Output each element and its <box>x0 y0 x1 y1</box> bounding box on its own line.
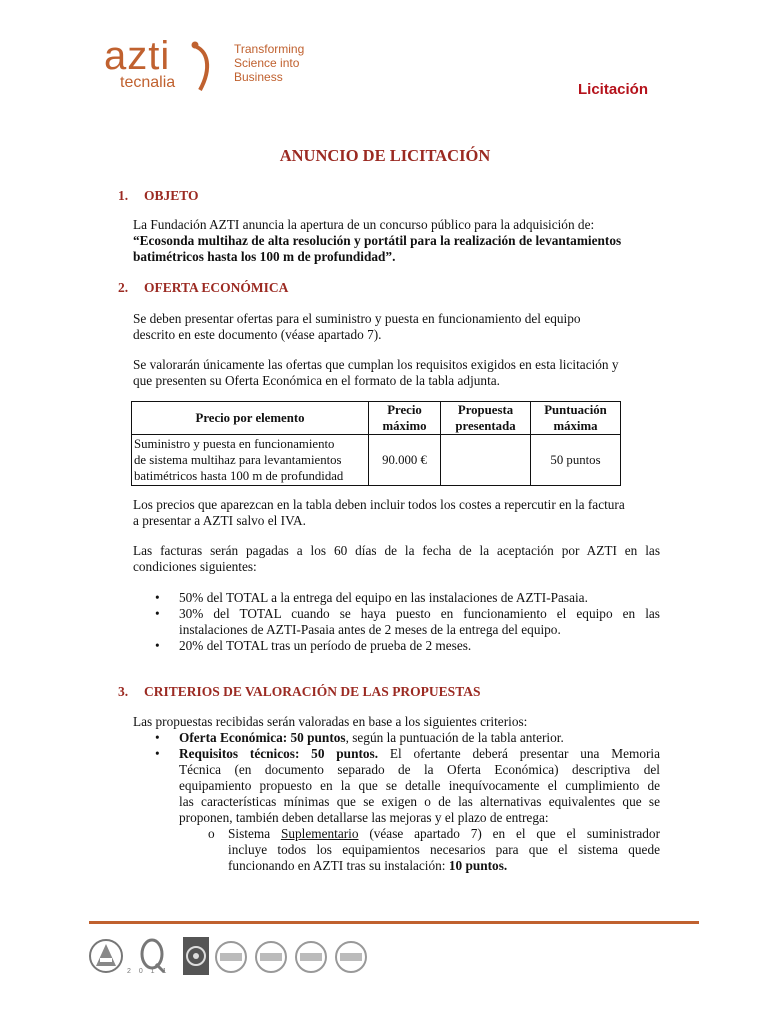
criteria-intro: Las propuestas recibidas serán valoradas en base a los siguientes criterios: <box>133 714 528 729</box>
oferta-paragraph-2 <box>133 357 660 389</box>
footer-certification-logos <box>88 936 388 980</box>
bullet-icon: • <box>155 746 160 761</box>
paragraph-line: condiciones siguientes: <box>133 559 257 574</box>
table-header: Precio por elemento <box>132 402 369 435</box>
list-item-text <box>228 826 660 842</box>
section-title: CRITERIOS DE VALORACIÓN DE LAS PROPUESTAS <box>144 684 481 699</box>
criteria-list <box>133 714 660 874</box>
cell-line: batimétricos hasta 100 m de profundidad <box>134 469 344 483</box>
list-item-text <box>179 746 660 762</box>
table-cell-price: 90.000 € <box>369 435 441 486</box>
list-item-text: las características mínimas que se exigen o de las alternativas equivalentes que se <box>179 794 660 809</box>
section-heading-criterios <box>118 684 480 700</box>
azti-tecnalia-logo <box>104 34 324 100</box>
criterion-text: , según la puntuación de la tabla anterior. <box>345 730 564 745</box>
paragraph-line: Se valorarán únicamente las ofertas que cumplan los requisitos exigidos en esta licitación y <box>133 357 619 372</box>
oferta-paragraph-4 <box>133 543 660 575</box>
logo-sub-text: tecnalia <box>120 74 176 91</box>
sub-item-text: funcionando en AZTI tras su instalación: <box>228 858 449 873</box>
iso-seal-icon <box>182 936 210 976</box>
list-item <box>133 730 660 746</box>
bullet-icon: • <box>155 606 160 621</box>
bullet-icon: • <box>155 590 160 605</box>
paragraph-line: batimétricos hasta los 100 m de profundidad”. <box>133 249 396 264</box>
sub-list-item <box>133 826 660 874</box>
footer-divider <box>89 921 699 924</box>
certification-badge-icon <box>334 940 368 974</box>
list-item <box>133 590 660 606</box>
section-number: 2. <box>118 280 129 295</box>
list-item <box>133 746 660 826</box>
objeto-paragraph <box>133 217 660 265</box>
certification-year: 2 0 1 1 <box>127 968 170 975</box>
section-title: OBJETO <box>144 188 199 203</box>
oferta-paragraph-1 <box>133 311 660 343</box>
sub-item-underlined: Suplementario <box>280 826 359 841</box>
paragraph-line: Se deben presentar ofertas para el suministro y puesta en funcionamiento del equipo <box>133 311 581 326</box>
criterion-bold: Oferta Económica: 50 puntos <box>179 730 346 745</box>
list-item-text: equipamiento propuesto en la que se detalle inequívocamente el cumplimiento de <box>179 778 660 793</box>
table-cell-proposal <box>441 435 531 486</box>
certification-a-icon <box>88 936 128 980</box>
list-item-text: 20% del TOTAL tras un período de prueba de 2 meses. <box>179 638 472 653</box>
list-item-text <box>179 730 660 746</box>
list-item-text: 50% del TOTAL a la entrega del equipo en las instalaciones de AZTI-Pasaia. <box>179 590 588 605</box>
list-item <box>133 606 660 638</box>
tagline-line: Transforming <box>234 42 305 56</box>
table-header: Puntuación máxima <box>531 402 621 435</box>
list-item-text: Técnica (en documento separado de la Oferta Económica) descriptiva del <box>179 762 660 777</box>
paragraph-line: “Ecosonda multihaz de alta resolución y portátil para la realización de levantamientos <box>133 233 622 248</box>
list-item-text: incluye todos los equipamientos necesarios para que el sistema quede <box>228 842 660 857</box>
paragraph-line: a presentar a AZTI salvo el IVA. <box>133 513 306 528</box>
table-header: Propuesta presentada <box>441 402 531 435</box>
table-row <box>132 435 621 486</box>
criterion-text: El ofertante deberá presentar una Memoria <box>378 746 660 761</box>
certification-badge-icon <box>254 940 288 974</box>
list-item-text: 30% del TOTAL cuando se haya puesto en funcionamiento el equipo en las <box>179 606 660 621</box>
cell-line: Suministro y puesta en funcionamiento <box>134 437 335 451</box>
table-cell-score: 50 puntos <box>531 435 621 486</box>
circle-bullet-icon: o <box>208 826 215 841</box>
logo-brand-text: azti <box>104 34 171 78</box>
logo-tagline <box>234 42 304 84</box>
section-number: 3. <box>118 684 129 699</box>
page-title: ANUNCIO DE LICITACIÓN <box>279 146 491 165</box>
tagline-line: Science into <box>234 56 300 70</box>
oferta-paragraph-3 <box>133 497 660 529</box>
sub-item-text: (véase apartado 7) en el que el suministrador <box>358 826 660 841</box>
paragraph-line: La Fundación AZTI anuncia la apertura de un concurso público para la adquisición de: <box>133 217 595 232</box>
tagline-line: Business <box>234 70 283 84</box>
sub-item-text: Sistema <box>228 826 281 841</box>
paragraph-line: que presenten su Oferta Económica en el formato de la tabla adjunta. <box>133 373 500 388</box>
criterion-bold: Requisitos técnicos: 50 puntos. <box>179 746 379 761</box>
paragraph-line: Los precios que aparezcan en la tabla deben incluir todos los costes a repercutir en la factura <box>133 497 625 512</box>
list-item-text: instalaciones de AZTI-Pasaia antes de 2 meses de la entrega del equipo. <box>179 622 561 637</box>
section-heading-objeto <box>118 188 199 204</box>
bullet-icon: • <box>155 730 160 745</box>
section-heading-oferta <box>118 280 288 296</box>
list-item <box>133 638 660 654</box>
logo-mark-icon <box>190 40 216 96</box>
paragraph-line: Las facturas serán pagadas a los 60 días de la fecha de la aceptación por AZTI en las <box>133 543 660 558</box>
table-cell-item <box>132 435 369 486</box>
cell-line: de sistema multihaz para levantamientos <box>134 453 342 467</box>
section-title: OFERTA ECONÓMICA <box>144 280 289 295</box>
certification-badge-icon <box>214 940 248 974</box>
list-item-text <box>228 858 660 874</box>
paragraph-line: descrito en este documento (véase apartado 7). <box>133 327 382 342</box>
table-header-row <box>132 402 621 435</box>
list-item-text: proponen, también deben detallarse las mejoras y el plazo de entrega: <box>179 810 549 825</box>
payment-conditions-list <box>133 590 660 654</box>
header-label: Licitación <box>578 81 649 98</box>
certification-badge-icon <box>294 940 328 974</box>
section-number: 1. <box>118 188 129 203</box>
sub-item-bold: 10 puntos. <box>448 858 508 873</box>
bullet-icon: • <box>155 638 160 653</box>
table-header: Precio máximo <box>369 402 441 435</box>
price-table <box>131 401 621 486</box>
